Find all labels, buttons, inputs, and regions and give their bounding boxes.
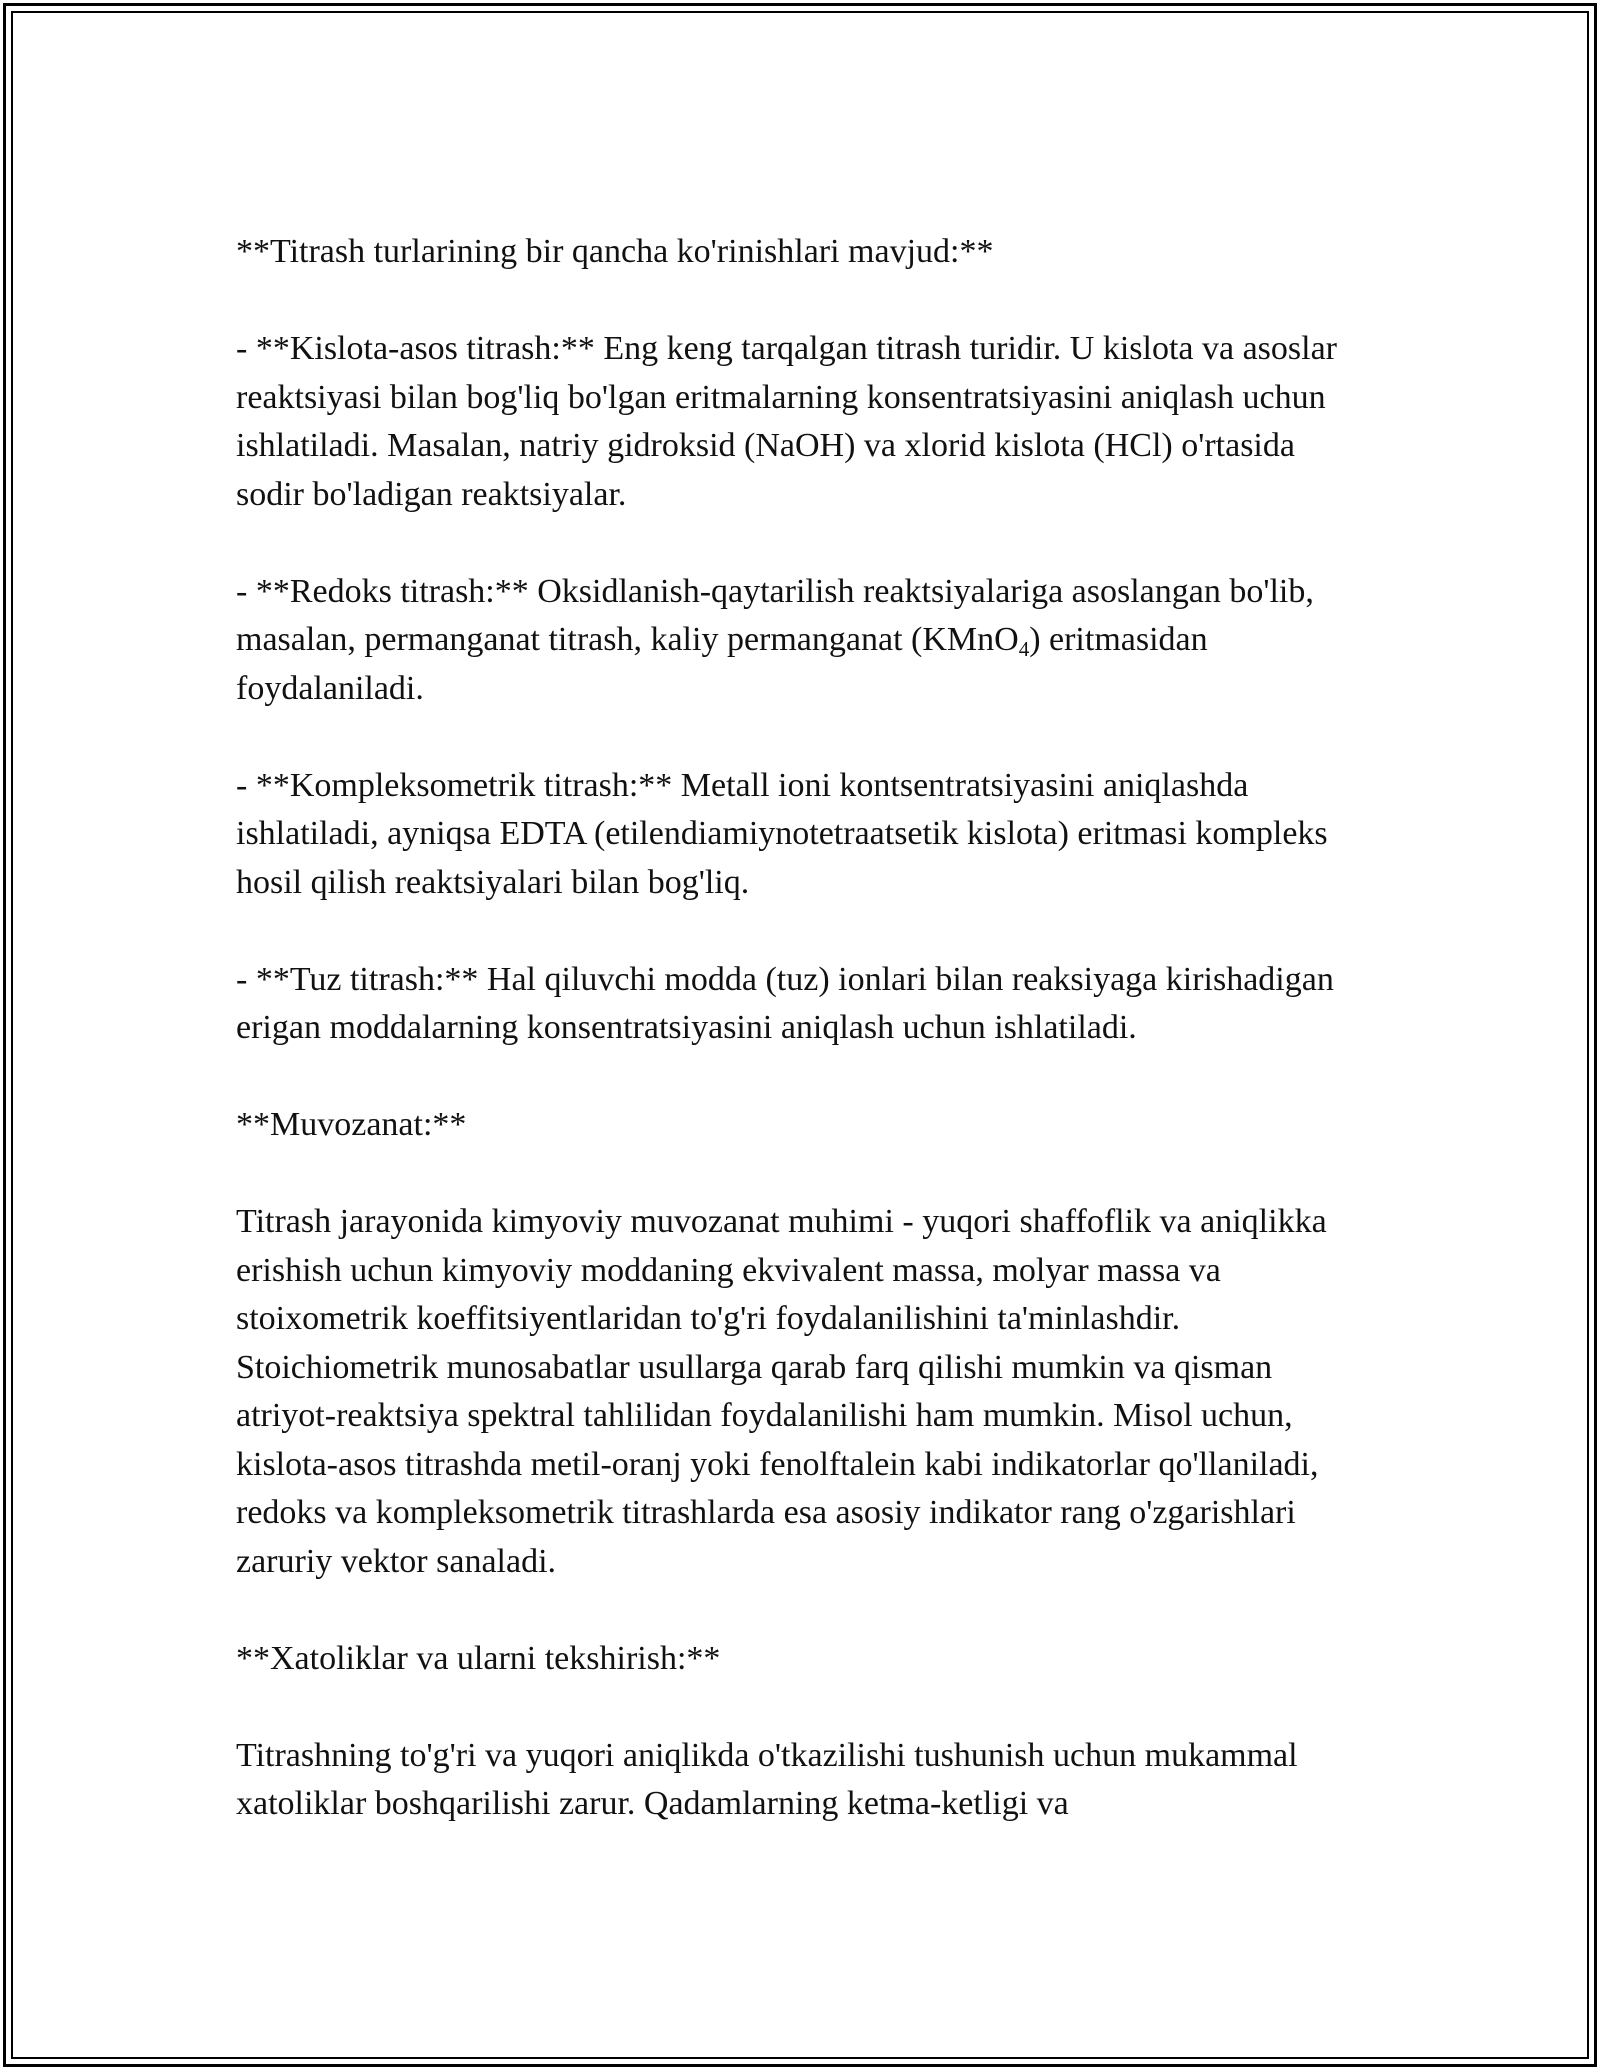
heading-titration-types: **Titrash turlarining bir qancha ko'rinishlari mavjud:** [236,233,994,270]
redox-text-part1: - **Redoks titrash:** Oksidlanish-qaytarilish reaktsiyalariga asoslangan bo'lib, masalan, permanganat titrash, kaliy permanganat (KMnO [236,572,1314,658]
document-body [236,228,1366,1829]
paragraph-equilibrium: Titrash jarayonida kimyoviy muvozanat muhimi - yuqori shaffoflik va aniqlikka erishish uchun kimyoviy moddaning ekvivalent massa, molyar massa va stoixometrik koeffitsiyentlaridan to'g'ri foydalanilishini ta'minlashdir. Stoichiometrik munosabatlar usullarga qarab farq qilishi mumkin va qisman atriyot-reaktsiya spektral tahlilidan foydalanilishi ham mumkin. Misol uchun, kislota-asos titrashda metil-oranj yoki fenolftalein kabi indikatorlar qo'llaniladi, redoks va kompleksometrik titrashlarda esa asosiy indikator rang o'zgarishlari zaruriy vektor sanaladi. [236,1203,1327,1580]
heading-errors: **Xatoliklar va ularni tekshirish:** [236,1639,721,1677]
heading-equilibrium: **Muvozanat:** [236,1106,467,1143]
redox-text-part2: ) eritmasidan foydalaniladi. [236,621,1208,707]
list-item-redox-titration [236,568,1366,714]
list-item-salt-titration: - **Tuz titrash:** Hal qiluvchi modda (tuz) ionlari bilan reaksiyaga kirishadigan erigan moddalarning konsentratsiyasini aniqlash uchun ishlatiladi. [236,960,1334,1046]
redox-subscript: 4 [1018,637,1030,661]
paragraph-errors: Titrashning to'g'ri va yuqori aniqlikda o'tkazilishi tushunish uchun mukammal xatoliklar boshqarilishi zarur. Qadamlarning ketma-ketligi va [236,1736,1298,1822]
list-item-complexometric-titration: - **Kompleksometrik titrash:** Metall ioni kontsentratsiyasini aniqlashda ishlatiladi, ayniqsa EDTA (etilendiamiynotetraatsetik kislota) eritmasi kompleks hosil qilish reaktsiyalari bilan bog'liq. [236,766,1328,901]
list-item-acid-base-titration: - **Kislota-asos titrash:** Eng keng tarqalgan titrash turidir. U kislota va asoslar reaktsiyasi bilan bog'liq bo'lgan eritmalarning konsentratsiyasini aniqlash uchun ishlatiladi. Masalan, natriy gidroksid (NaOH) va xlorid kislota (HCl) o'rtasida sodir bo'ladigan reaktsiyalar. [236,330,1337,513]
